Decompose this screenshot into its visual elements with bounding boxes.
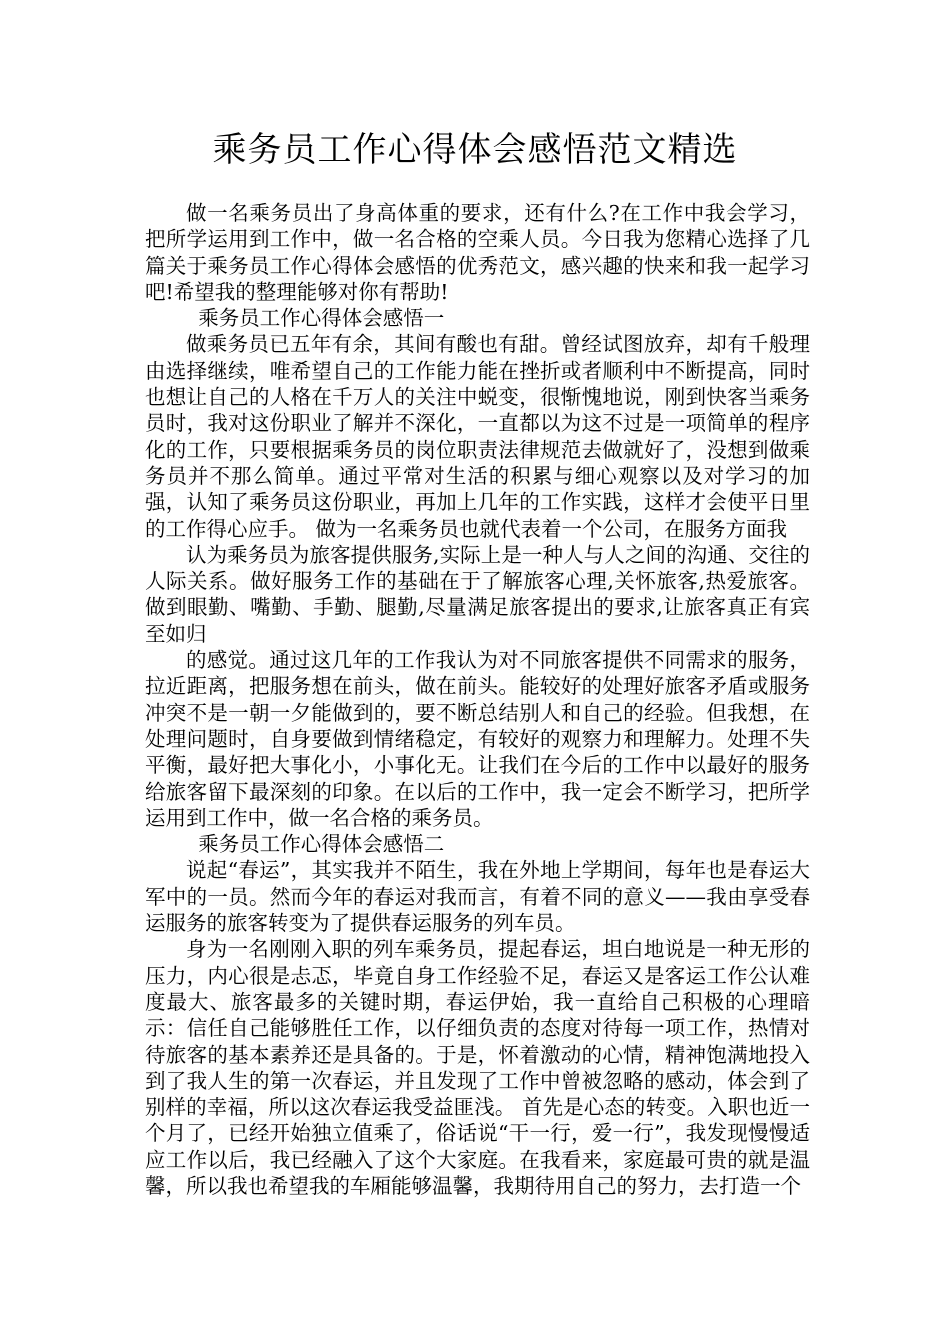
body-paragraph: 做乘务员已五年有余，其间有酸也有甜。曾经试图放弃，却有千般理由选择继续，唯希望自己的工作能力能在挫折或者顺利中不断提高，同时也想让自己的人格在千万人的关注中蜕变，很惭愧地说，刚到快客当乘务员时，我对这份职业了解并不深化，一直都以为这不过是一项简单的程序化的工作，只要根据乘务员的岗位职责法律规范去做就好了，没想到做乘务员并不那么简单。通过平常对生活的积累与细心观察以及对学习的加强，认知了乘务员这份职业，再加上几年的工作实践，这样才会使平日里的工作得心应手。 做为一名乘务员也就代表着一个公司，在服务方面我 <box>145 332 810 541</box>
body-paragraph: 认为乘务员为旅客提供服务,实际上是一种人与人之间的沟通、交往的人际关系。做好服务工作的基础在于了解旅客心理,关怀旅客,热爱旅客。做到眼勤、嘴勤、手勤、腿勤,尽量满足旅客提出的要求,让旅客真正有宾至如归 <box>145 542 810 646</box>
section-heading-2: 乘务员工作心得体会感悟二 <box>198 832 445 857</box>
section-heading-1: 乘务员工作心得体会感悟一 <box>198 306 445 331</box>
body-paragraph: 说起“春运”，其实我并不陌生，我在外地上学期间，每年也是春运大军中的一员。然而今年的春运对我而言，有着不同的意义——我由享受春运服务的旅客转变为了提供春运服务的列车员。 <box>145 858 810 936</box>
body-paragraph: 的感觉。通过这几年的工作我认为对不同旅客提供不同需求的服务，拉近距离，把服务想在前头，做在前头。能较好的处理好旅客矛盾或服务冲突不是一朝一夕能做到的，要不断总结别人和自己的经验。但我想，在处理问题时，自身要做到情绪稳定，有较好的观察力和理解力。处理不失平衡，最好把大事化小，小事化无。让我们在今后的工作中以最好的服务给旅客留下最深刻的印象。在以后的工作中，我一定会不断学习，把所学运用到工作中，做一名合格的乘务员。 <box>145 648 810 830</box>
body-paragraph: 身为一名刚刚入职的列车乘务员，提起春运，坦白地说是一种无形的压力，内心很是忐忑，毕竟自身工作经验不足，春运又是客运工作公认难度最大、旅客最多的关键时期，春运伊始，我一直给自己积极的心理暗示：信任自己能够胜任工作，以仔细负责的态度对待每一项工作，热情对待旅客的基本素养还是具备的。于是，怀着激动的心情，精神饱满地投入到了我人生的第一次春运，并且发现了工作中曾被忽略的感动，体会到了别样的幸福，所以这次春运我受益匪浅。 首先是心态的转变。入职也近一个月了，已经开始独立值乘了，俗话说“干一行，爱一行”，我发现慢慢适应工作以后，我已经融入了这个大家庭。在我看来，家庭最可贵的就是温馨，所以我也希望我的车厢能够温馨，我期待用自己的努力，去打造一个 <box>145 937 810 1198</box>
document-title: 乘务员工作心得体会感悟范文精选 <box>212 130 738 170</box>
document-body <box>145 200 810 1199</box>
intro-paragraph: 做一名乘务员出了身高体重的要求，还有什么?在工作中我会学习，把所学运用到工作中，做一名合格的空乘人员。今日我为您精心选择了几篇关于乘务员工作心得体会感悟的优秀范文，感兴趣的快来和我一起学习吧!希望我的整理能够对你有帮助! <box>145 201 810 304</box>
